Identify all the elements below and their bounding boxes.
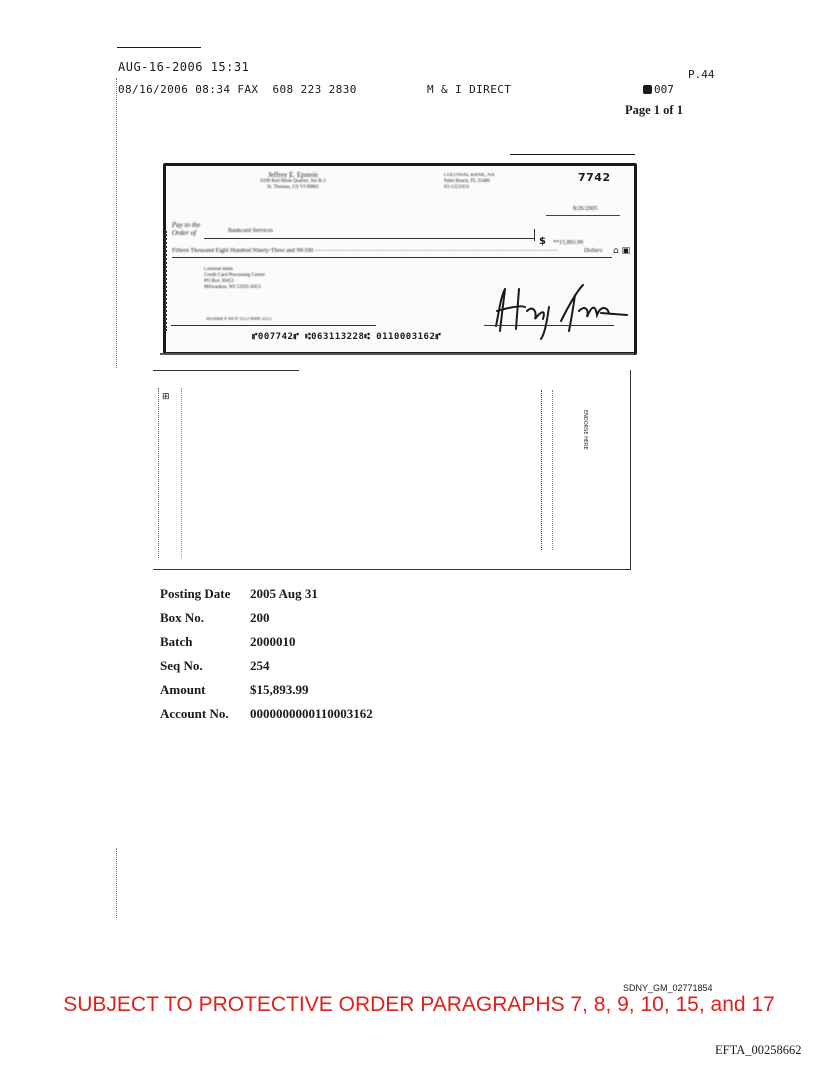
efta-number: EFTA_00258662 [715,1043,802,1057]
fax-page-marker: P.44 [688,68,715,81]
check-left-border-text [165,231,173,331]
info-label: Batch [160,634,193,649]
check-image [163,163,637,355]
info-label: Account No. [160,706,229,721]
info-value: 2005 Aug 31 [250,586,318,601]
bank-name: COLONIAL BANK, NA [444,173,495,178]
bates-number: SDNY_GM_02771854 [623,983,713,993]
memo-line-text: Account # 4470 1153 6600 3213 [206,317,272,322]
address-line: Colonial Bank [204,267,234,272]
info-label: Box No. [160,610,205,625]
bank-city: Palm Beach, FL 33480 [444,179,490,184]
amount-box-value: **15,893.99 [553,240,584,246]
info-value: 200 [250,610,270,625]
drawer-block [228,172,358,191]
left-margin-artifact [116,78,118,368]
drawer-name: Jeffrey E. Epstein [268,171,318,179]
pay-to-label: Pay to the Order of [172,221,201,237]
check-back-image [153,370,631,570]
signature [491,281,631,341]
info-value: 0000000000110003162 [250,706,373,721]
date-underline [546,215,620,216]
back-box-icon: ⊞ [162,392,170,402]
drawer-address-1: 6100 Red Hook Quarter, Ste B-3 [260,179,326,184]
check-number: 7742 [578,171,611,184]
info-value: 2000010 [250,634,296,649]
fax-icon [643,85,652,94]
drawer-address-2: St. Thomas, US VI 00802 [267,185,319,190]
address-line: PO Box 30453 [204,279,234,284]
check-shadow [160,353,634,355]
endorse-label: ENDORSE HERE [582,410,588,450]
payee-name: Bankcard Services [228,228,273,234]
fax-sender-line: 08/16/2006 08:34 FAX 608 223 2830 M & I DIRECT [118,83,512,96]
left-margin-artifact-lower [116,848,118,918]
info-label: Amount [160,682,206,697]
amount-words: Fifteen Thousand Eight Hundred Ninety-Three and 99/100 --------------------------------------------------------------------------------- [172,248,559,254]
amount-words-line [172,257,612,258]
check-date: 8/26/2005 [573,206,598,212]
check-top-rule [510,154,635,155]
address-block [204,267,265,291]
address-line: Milwaukee, WI 53201-0453 [204,285,261,290]
security-lock-icon: ⌂ ▣ [613,246,631,256]
page-of-label: Page 1 of 1 [625,103,683,117]
bank-block [444,173,534,191]
back-endorsement-stamp [541,390,553,550]
top-rule [117,47,201,48]
back-top-rule [153,370,299,371]
signature-line [484,325,614,326]
amount-box: $ **15,893.99 [534,229,621,241]
protective-order-notice: SUBJECT TO PROTECTIVE ORDER PARAGRAPHS 7, 8, 9, 10, 15, and 17 [63,993,775,1016]
back-left-speckle [158,388,182,558]
fax-page-number: 007 [643,83,674,96]
info-value: 254 [250,658,270,673]
info-value: $15,893.99 [250,682,309,697]
payee-line [204,238,534,239]
bank-code: 63-1323/631 [444,185,470,190]
back-right-border [630,370,631,570]
dollars-label: Dollars [584,248,603,254]
fax-datetime: AUG-16-2006 15:31 [118,60,250,74]
micr-line: ⑈007742⑈ ⑆063113228⑆ 0110003162⑈ [252,332,442,342]
memo-line [171,325,376,326]
info-label: Seq No. [160,658,203,673]
back-bottom-rule [153,569,631,570]
address-line: Credit Card Processing Center [204,273,265,278]
info-label: Posting Date [160,586,231,601]
